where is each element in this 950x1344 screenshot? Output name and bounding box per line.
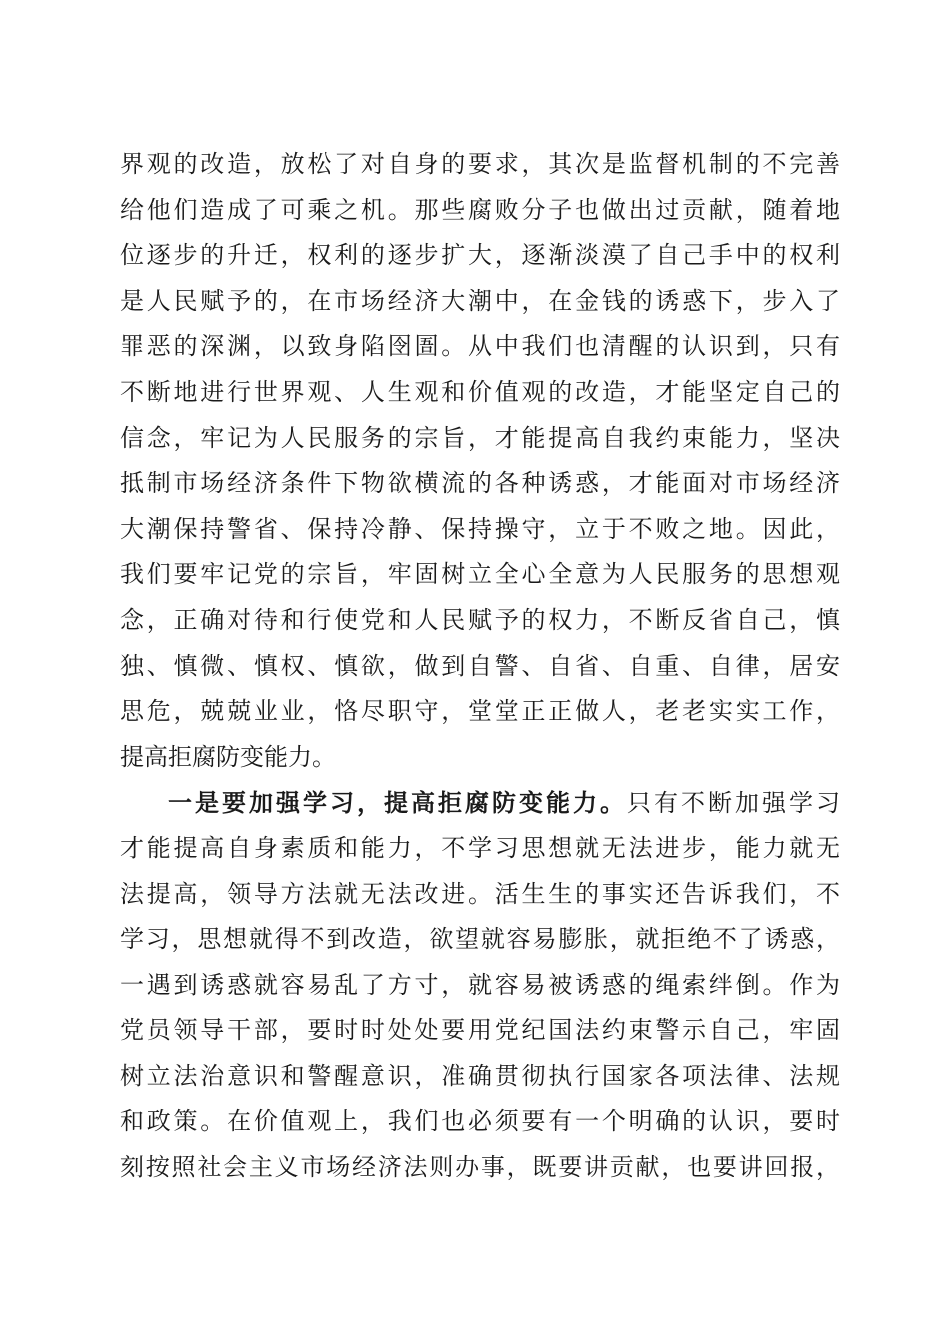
text-line: 学习，思想就得不到改造，欲望就容易膨胀，就拒绝不了诱惑， [120,925,840,954]
text-line: 位逐步的升迁，权利的逐步扩大，逐渐淡漠了自己手中的权利 [120,241,840,270]
text-line: 大潮保持警省、保持冷静、保持操守，立于不败之地。因此， [120,514,840,543]
text-line: 和政策。在价值观上，我们也必须要有一个明确的认识，要时 [120,1107,840,1136]
document-body [120,142,840,1191]
text-line: 才能提高自身素质和能力，不学习思想就无法进步，能力就无 [120,833,840,862]
text-line: 刻按照社会主义市场经济法则办事，既要讲贡献，也要讲回报， [120,1153,840,1182]
text-line: 抵制市场经济条件下物欲横流的各种诱惑，才能面对市场经济 [120,469,840,498]
text-line: 不断地进行世界观、人生观和价值观的改造，才能坚定自己的 [120,377,840,406]
paragraph-2 [120,780,840,1190]
text-line: 念，正确对待和行使党和人民赋予的权力，不断反省自己，慎 [120,605,840,634]
text-line: 党员领导干部，要时时处处要用党纪国法约束警示自己，牢固 [120,1016,840,1045]
paragraph-1 [120,142,840,780]
paragraph-heading: 一是要加强学习，提高拒腐防变能力。 [168,788,627,818]
text-line: 界观的改造，放松了对自身的要求，其次是监督机制的不完善 [120,150,840,178]
text-line: 法提高，领导方法就无法改进。活生生的事实还告诉我们，不 [120,879,840,908]
text-line: 树立法治意识和警醒意识，准确贯彻执行国家各项法律、法规 [120,1061,840,1090]
paragraph-first-line [120,780,840,826]
paragraph-first-line-text: 只有不断加强学习 [627,789,840,818]
text-line: 是人民赋予的，在市场经济大潮中，在金钱的诱惑下，步入了 [120,286,840,315]
text-line: 思危，兢兢业业，恪尽职守，堂堂正正做人，老老实实工作， [120,697,840,726]
text-line: 信念，牢记为人民服务的宗旨，才能提高自我约束能力，坚决 [120,423,840,452]
text-line: 独、慎微、慎权、慎欲，做到自警、自省、自重、自律，居安 [120,651,840,680]
text-line: 我们要牢记党的宗旨，牢固树立全心全意为人民服务的思想观 [120,560,840,589]
text-line: 提高拒腐防变能力。 [120,742,336,771]
text-line: 给他们造成了可乘之机。那些腐败分子也做出过贡献，随着地 [120,195,840,224]
text-line: 一遇到诱惑就容易乱了方寸，就容易被诱惑的绳索绊倒。作为 [120,970,840,999]
text-line: 罪恶的深渊，以致身陷囹圄。从中我们也清醒的认识到，只有 [120,332,840,361]
